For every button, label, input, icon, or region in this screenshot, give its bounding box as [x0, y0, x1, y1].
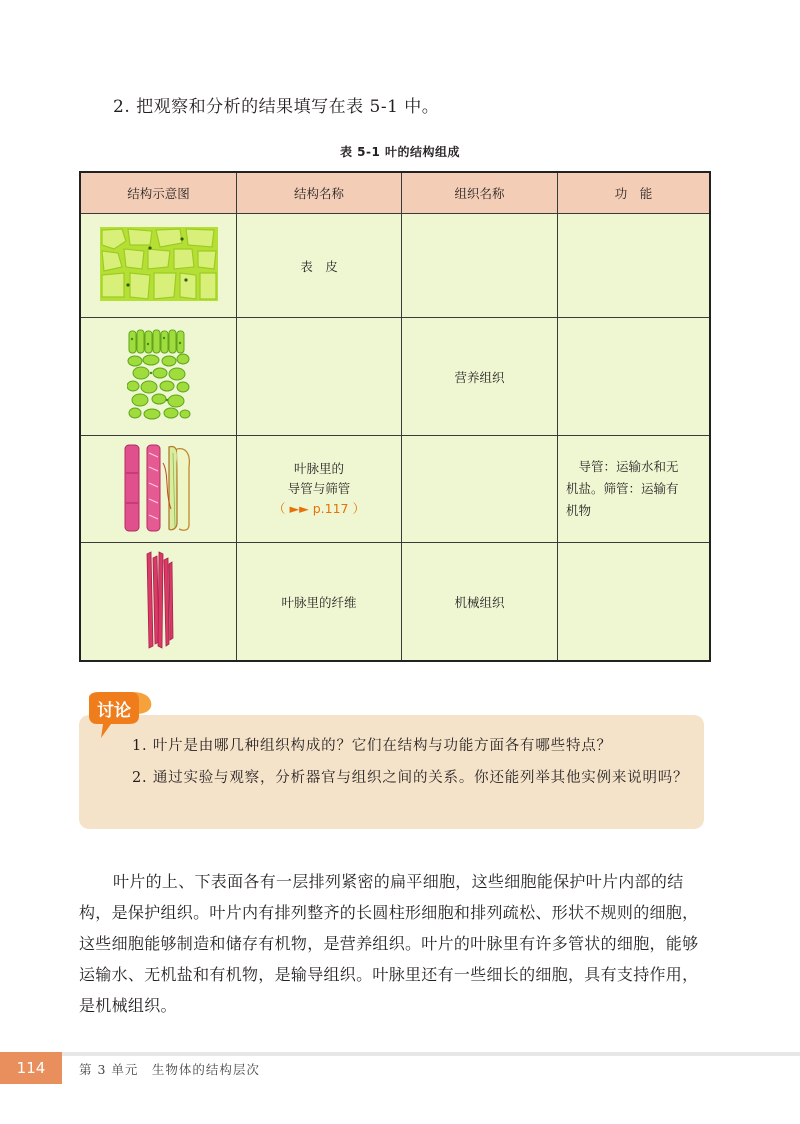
body-paragraph-text: 叶片的上、下表面各有一层排列紧密的扁平细胞，这些细胞能保护叶片内部的结构，是保护组织。叶片内有排列整齐的长圆柱形细胞和排列疏松、形状不规则的细胞，这些细胞能够制造和储存有机物，是营养组织。叶片的叶脉里有许多管状的细胞，能够运输水、无机盐和有机物，是输导组织。叶脉里还有一些细长的细胞，具有支持作用，是机械组织。: [79, 872, 699, 1015]
mesophyll-name: [237, 318, 402, 436]
epidermis-diagram-cell: [80, 214, 237, 318]
fiber-tissue: 机械组织: [402, 543, 558, 662]
table-header-row: [80, 172, 710, 214]
vessel-name: [237, 436, 402, 543]
mesophyll-cells-image: [127, 329, 191, 421]
fiber-cells-image: [139, 550, 179, 650]
epidermis-cells-image: [100, 227, 218, 301]
epidermis-tissue: [402, 214, 558, 318]
page-number: 114: [0, 1052, 62, 1084]
epidermis-name: 表 皮: [237, 214, 402, 318]
header-tissue-name: 组织名称: [402, 172, 558, 214]
table-row: [80, 436, 710, 543]
leaf-structure-table: [79, 171, 711, 662]
vessel-function-line1: 导管：运输水和无: [566, 459, 679, 474]
vessel-sieve-tube-image: [119, 443, 199, 533]
page-reference-link[interactable]: （ ►► p.117 ）: [273, 501, 365, 516]
header-diagram: 结构示意图: [80, 172, 237, 214]
header-structure-name: 结构名称: [237, 172, 402, 214]
vessel-diagram-cell: [80, 436, 237, 543]
vessel-name-line1: 叶脉里的: [293, 461, 344, 476]
table-row: [80, 543, 710, 662]
vessel-function: [558, 436, 711, 543]
mesophyll-diagram-cell: [80, 318, 237, 436]
vessel-function-line2: 机盐。筛管：运输有: [566, 481, 679, 496]
discussion-questions: [104, 730, 694, 794]
vessel-function-line3: 机物: [566, 503, 592, 518]
fiber-name: 叶脉里的纤维: [237, 543, 402, 662]
footer-rule: [62, 1052, 800, 1056]
mesophyll-tissue: 营养组织: [402, 318, 558, 436]
header-function: 功 能: [558, 172, 711, 214]
fiber-diagram-cell: [80, 543, 237, 662]
body-paragraph: [79, 866, 709, 1021]
table-caption: 表 5-1 叶的结构组成: [339, 145, 461, 159]
discussion-badge-label: 讨论: [97, 701, 131, 721]
vessel-tissue: [402, 436, 558, 543]
fiber-function: [558, 543, 711, 662]
unit-title: 第 3 单元 生物体的结构层次: [79, 1062, 260, 1077]
discussion-question-1: 1. 叶片是由哪几种组织构成的？它们在结构与功能方面各有哪些特点？: [132, 738, 612, 754]
mesophyll-function: [558, 318, 711, 436]
vessel-name-line2: 导管与筛管: [287, 481, 351, 496]
table-row: [80, 318, 710, 436]
discussion-question-2: 2. 通过实验与观察，分析器官与组织之间的关系。你还能列举其他实例来说明吗？: [132, 770, 689, 786]
instruction-text: 2. 把观察和分析的结果填写在表 5-1 中。: [113, 97, 440, 117]
table-row: [80, 214, 710, 318]
epidermis-function: [558, 214, 711, 318]
